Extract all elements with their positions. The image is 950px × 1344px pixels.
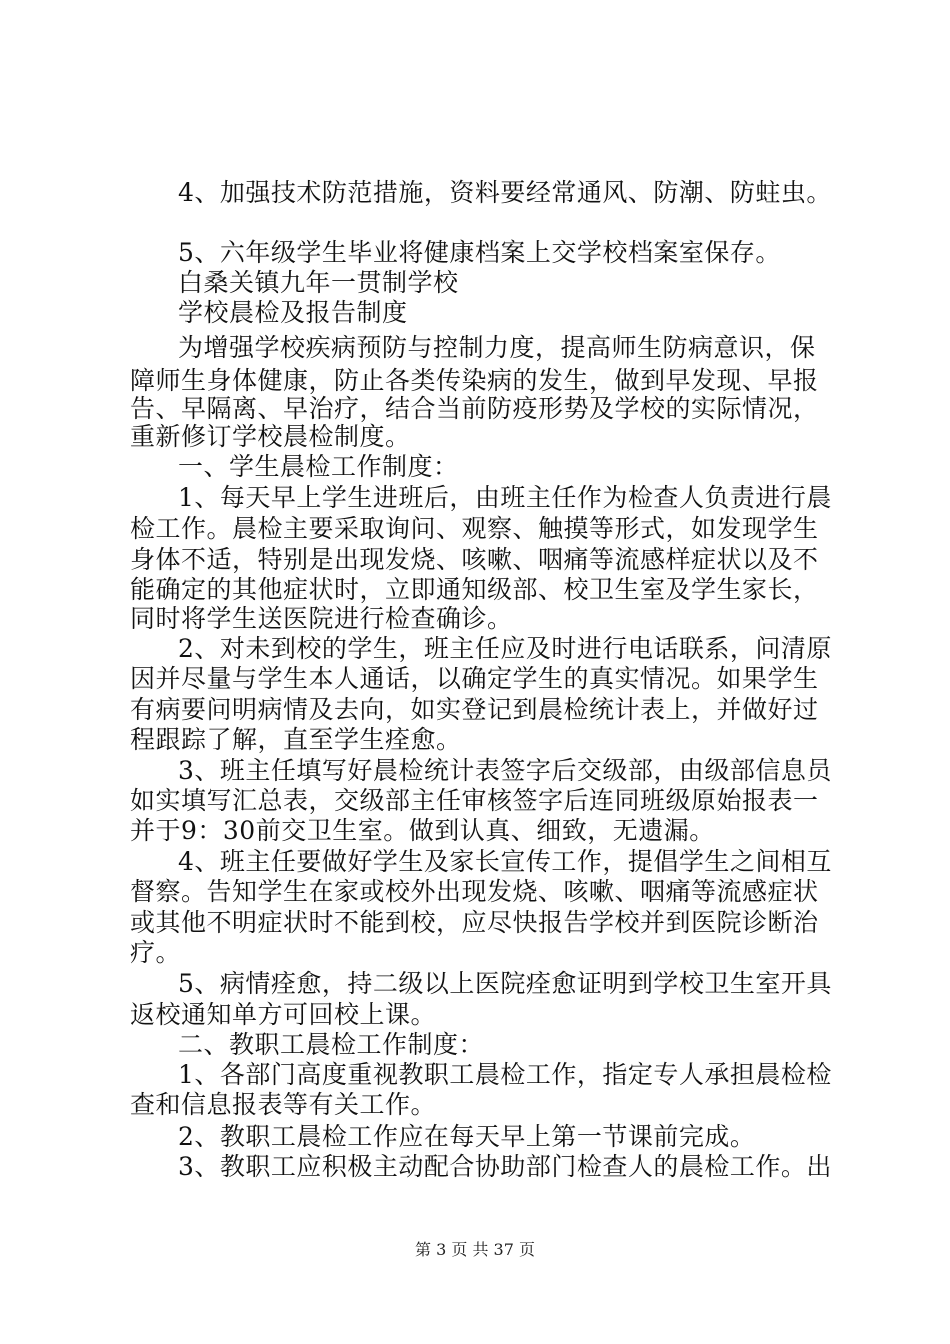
paragraph-line: 疗。 <box>130 938 182 967</box>
paragraph-line: 检工作。晨检主要采取询问、观察、触摸等形式，如发现学生 <box>130 514 819 543</box>
paragraph-line: 4、班主任要做好学生及家长宣传工作，提倡学生之间相互 <box>178 847 832 876</box>
paragraph-line: 程跟踪了解，直至学生痊愈。 <box>130 725 462 754</box>
paragraph-line: 身体不适，特别是出现发烧、咳嗽、咽痛等流感样症状以及不 <box>130 545 819 574</box>
paragraph-line: 并于9：30前交卫生室。做到认真、细致，无遗漏。 <box>130 816 715 845</box>
section-title: 学校晨检及报告制度 <box>178 298 408 327</box>
paragraph-line: 督察。告知学生在家或校外出现发烧、咳嗽、咽痛等流感症状 <box>130 877 819 906</box>
paragraph-line: 1、各部门高度重视教职工晨检工作，指定专人承担晨检检 <box>178 1060 832 1089</box>
paragraph-line: 查和信息报表等有关工作。 <box>130 1090 437 1119</box>
paragraph-line: 有病要问明病情及去向，如实登记到晨检统计表上，并做好过 <box>130 695 819 724</box>
paragraph-line: 障师生身体健康，防止各类传染病的发生，做到早发现、早报 <box>130 366 819 395</box>
paragraph-line: 5、病情痊愈，持二级以上医院痊愈证明到学校卫生室开具 <box>178 969 832 998</box>
paragraph-line: 1、每天早上学生进班后，由班主任作为检查人负责进行晨 <box>178 483 832 512</box>
paragraph-line: 重新修订学校晨检制度。 <box>130 422 411 451</box>
section-heading: 二、教职工晨检工作制度： <box>178 1030 485 1059</box>
paragraph-line: 4、加强技术防范措施，资料要经常通风、防潮、防蛀虫。 <box>178 178 832 207</box>
paragraph-line: 如实填写汇总表，交级部主任审核签字后连同班级原始报表一 <box>130 786 819 815</box>
paragraph-line: 返校通知单方可回校上课。 <box>130 1000 437 1029</box>
paragraph-line: 或其他不明症状时不能到校，应尽快报告学校并到医院诊断治 <box>130 908 819 937</box>
paragraph-line: 5、六年级学生毕业将健康档案上交学校档案室保存。 <box>178 238 781 267</box>
page-number-footer: 第 3 页 共 37 页 <box>415 1240 535 1259</box>
paragraph-line: 2、教职工晨检工作应在每天早上第一节课前完成。 <box>178 1122 756 1151</box>
paragraph-line: 能确定的其他症状时，立即通知级部、校卫生室及学生家长， <box>130 575 819 604</box>
school-name-line: 白桑关镇九年一贯制学校 <box>178 268 459 297</box>
paragraph-line: 2、对未到校的学生，班主任应及时进行电话联系，问清原 <box>178 634 832 663</box>
paragraph-line: 3、教职工应积极主动配合协助部门检查人的晨检工作。出 <box>178 1152 832 1181</box>
section-heading: 一、学生晨检工作制度： <box>178 452 459 481</box>
paragraph-line: 告、早隔离、早治疗，结合当前防疫形势及学校的实际情况， <box>130 394 819 423</box>
paragraph-line: 3、班主任填写好晨检统计表签字后交级部，由级部信息员 <box>178 756 832 785</box>
paragraph-line: 同时将学生送医院进行检查确诊。 <box>130 604 513 633</box>
paragraph-line: 为增强学校疾病预防与控制力度，提高师生防病意识，保 <box>178 333 816 362</box>
paragraph-line: 因并尽量与学生本人通话，以确定学生的真实情况。如果学生 <box>130 664 819 693</box>
